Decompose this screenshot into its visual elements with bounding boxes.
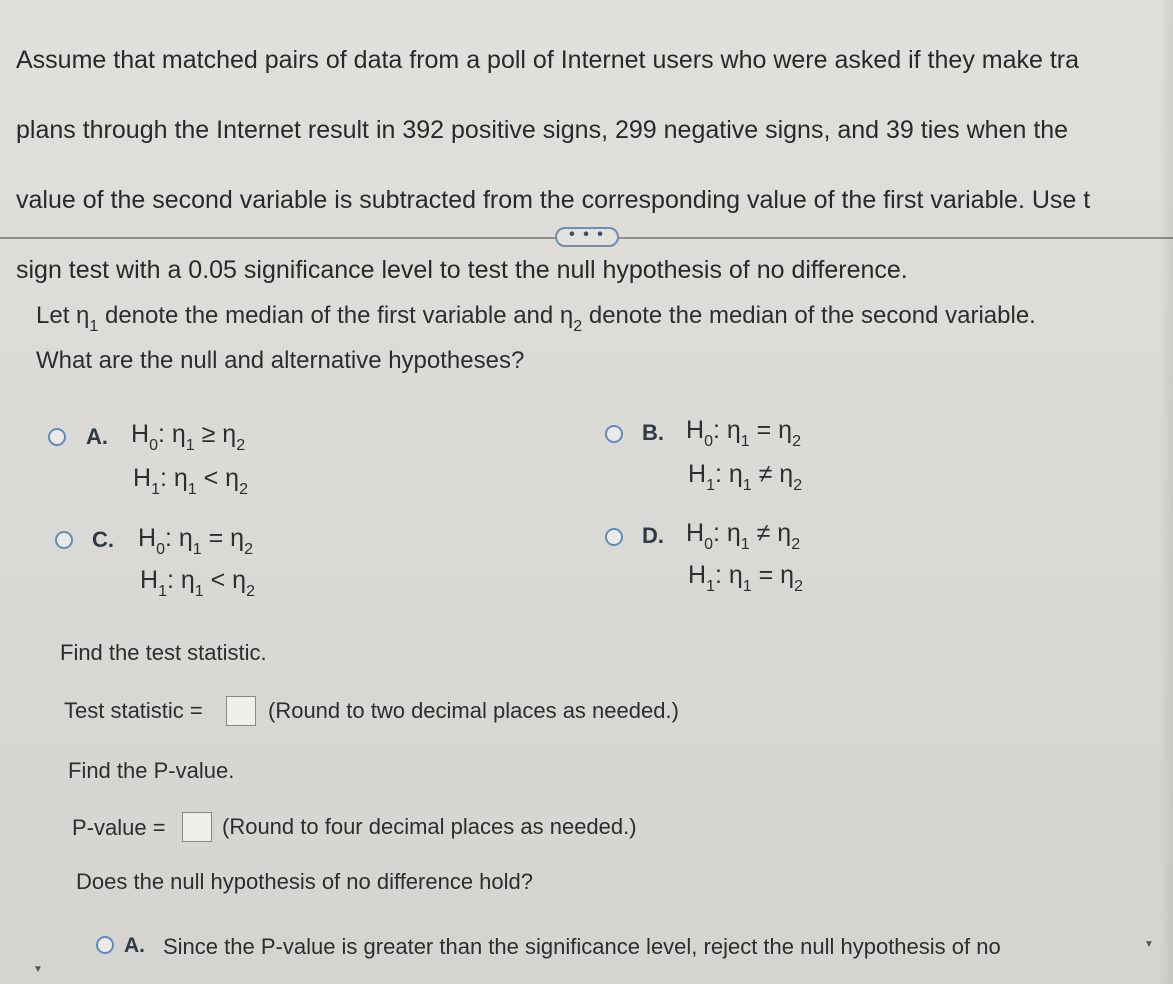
option-a-h1-a: 1 <box>187 481 197 498</box>
option-c-h0 <box>138 524 253 558</box>
test-statistic-label: Test statistic = <box>64 698 203 723</box>
option-d-h0-sub: 0 <box>704 536 713 553</box>
option-a-radio[interactable] <box>48 428 66 446</box>
option-c-h0-rel: : η <box>164 524 193 552</box>
option-a-h1-rel: : η <box>159 464 188 492</box>
hypotheses-prompt <box>36 295 1036 382</box>
option-c-h0-h: H <box>138 524 157 552</box>
option-a-letter: A. <box>86 424 108 449</box>
option-b-h1-b: 2 <box>793 477 803 494</box>
option-b-h1 <box>688 460 803 494</box>
p-value-note: (Round to four decimal places as needed.) <box>222 814 637 839</box>
option-d-h1-op: = η <box>751 561 795 589</box>
option-c-letter: C. <box>92 527 114 552</box>
prompt-sub-2: 2 <box>573 318 583 335</box>
option-a-h1-sub: 1 <box>151 481 160 498</box>
option-b-h0-a: 1 <box>740 433 750 450</box>
option-b-h1-h: H <box>688 460 707 488</box>
conclusion-heading: Does the null hypothesis of no difference hold? <box>76 869 534 894</box>
option-c-h1 <box>140 566 255 600</box>
prompt-sub-1: 1 <box>89 318 99 335</box>
option-a-h1 <box>133 464 248 498</box>
question-line-3: value of the second variable is subtracted from the corresponding value of the first variable. Use t <box>16 186 1091 214</box>
option-b-radio[interactable] <box>605 425 623 443</box>
p-value-heading: Find the P-value. <box>68 758 235 783</box>
option-b-letter: B. <box>642 420 664 445</box>
option-d-h1-rel: : η <box>714 561 743 589</box>
option-d-h1-h: H <box>688 561 707 589</box>
option-d-h0-rel: : η <box>712 519 741 547</box>
option-d-h0 <box>686 519 801 553</box>
option-a-h1-h: H <box>133 464 152 492</box>
option-a-h0-op: ≥ η <box>194 420 237 448</box>
option-d-h0-b: 2 <box>791 536 801 553</box>
option-a-h0-sub: 0 <box>149 437 158 454</box>
prompt-text-1: Let η <box>36 302 90 329</box>
option-a-h0-b: 2 <box>236 437 246 454</box>
option-c-h0-a: 1 <box>192 541 202 558</box>
option-b-h0-rel: : η <box>712 416 741 444</box>
prompt-line-2: What are the null and alternative hypotheses? <box>36 347 525 374</box>
option-c-h0-b: 2 <box>244 541 253 558</box>
test-statistic-note: (Round to two decimal places as needed.) <box>268 698 679 723</box>
option-d-h0-op: ≠ η <box>749 519 792 547</box>
test-statistic-heading: Find the test statistic. <box>60 640 267 665</box>
option-d-h0-h: H <box>686 519 705 547</box>
option-d-h0-a: 1 <box>740 536 750 553</box>
option-d-h1-b: 2 <box>794 578 803 595</box>
option-c-h1-b: 2 <box>246 583 255 600</box>
option-c-h1-rel: : η <box>166 566 195 594</box>
option-c-h1-op: < η <box>203 566 247 594</box>
question-line-4: sign test with a 0.05 significance level to test the null hypothesis of no difference. <box>16 256 908 284</box>
conclusion-option-a-text: Since the P-value is greater than the significance level, reject the null hypothesis of no <box>163 934 1001 959</box>
prompt-text-2: denote the median of the first variable and η <box>98 302 574 329</box>
option-a-h0-h: H <box>131 420 150 448</box>
option-b-h1-a: 1 <box>742 477 752 494</box>
option-b-h0 <box>686 416 801 450</box>
option-c-radio[interactable] <box>55 531 73 549</box>
option-a-h0 <box>131 420 246 454</box>
p-value-input[interactable] <box>182 812 212 842</box>
option-c-h0-op: = η <box>201 524 245 552</box>
conclusion-option-a-radio[interactable] <box>96 936 114 954</box>
option-d-h1 <box>688 561 803 595</box>
option-a-h0-a: 1 <box>185 437 195 454</box>
option-a-h1-b: 2 <box>239 481 248 498</box>
conclusion-option-a-letter: A. <box>124 934 145 957</box>
option-b-h0-b: 2 <box>792 433 801 450</box>
prompt-line-1 <box>36 295 1036 340</box>
question-line-1: Assume that matched pairs of data from a poll of Internet users who were asked if they make tra <box>16 46 1080 74</box>
option-b-h0-h: H <box>686 416 705 444</box>
option-b-h1-rel: : η <box>714 460 743 488</box>
option-d-h1-a: 1 <box>742 578 752 595</box>
option-c-h1-a: 1 <box>194 583 204 600</box>
option-b-h1-op: ≠ η <box>751 460 794 488</box>
option-c-h1-h: H <box>140 566 159 594</box>
option-d-radio[interactable] <box>605 528 623 546</box>
option-b-h1-sub: 1 <box>706 477 715 494</box>
option-c-h1-sub: 1 <box>158 583 167 600</box>
option-d-h1-sub: 1 <box>706 578 715 595</box>
p-value-label: P-value = <box>72 815 166 840</box>
option-d-letter: D. <box>642 523 664 548</box>
prompt-text-3: denote the median of the second variable. <box>582 302 1036 329</box>
more-button[interactable]: • • • <box>555 227 619 247</box>
option-b-h0-op: = η <box>749 416 793 444</box>
question-line-2: plans through the Internet result in 392 positive signs, 299 negative signs, and 39 ties when the <box>16 116 1069 144</box>
question-text <box>16 8 1173 323</box>
option-a-h1-op: < η <box>196 464 240 492</box>
scroll-down-icon[interactable]: ▼ <box>1144 939 1154 950</box>
option-a-h0-rel: : η <box>157 420 186 448</box>
option-c-h0-sub: 0 <box>156 541 165 558</box>
scroll-left-down-icon[interactable]: ▼ <box>33 964 43 975</box>
test-statistic-input[interactable] <box>226 696 256 726</box>
edge-shadow <box>1159 0 1173 984</box>
option-b-h0-sub: 0 <box>704 433 713 450</box>
